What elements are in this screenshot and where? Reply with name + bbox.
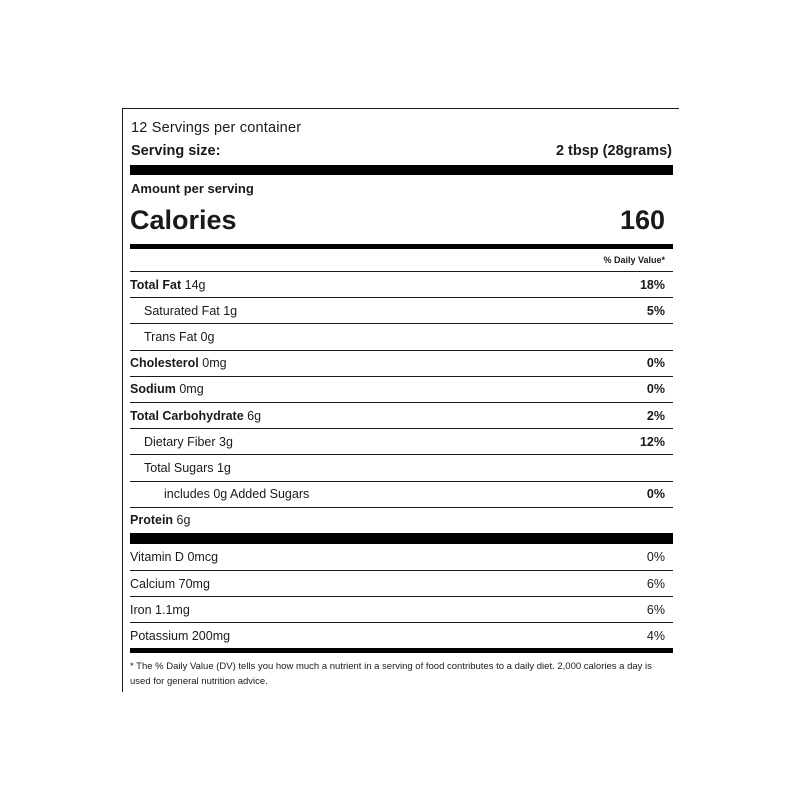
nutrient-amount: 6g [247,408,262,423]
vitamin-name [130,577,210,591]
nutrition-facts-label [122,108,679,692]
vitamin-daily-value: 4% [646,628,665,643]
nutrient-daily-value: 0% [646,356,665,371]
nutrient-name [130,435,233,449]
calories-value: 160 [619,205,665,235]
nutrient-label: Dietary Fiber [144,434,216,449]
nutrient-label: Total Fat [130,277,182,292]
serving-size-value: 2 tbsp (28grams) [555,143,672,159]
nutrient-label: Protein [130,513,174,528]
vitamin-amount: 1.1mg [155,602,190,617]
nutrient-amount: 1g [223,303,238,318]
footnote: * The % Daily Value (DV) tells you how much a nutrient in a serving of food contributes to a daily diet. 2,000 calories a day is used for general nutrition advice. [130,661,652,687]
nutrient-daily-value: 0% [646,382,665,397]
vitamin-label: Potassium [130,628,189,643]
vitamin-amount: 70mg [178,576,210,591]
nutrient-row [130,481,673,507]
nutrient-amount: 0g [200,329,215,344]
amount-per-serving: Amount per serving [131,181,254,196]
daily-value-header: % Daily Value* [603,255,665,265]
bottom-divider [130,648,673,653]
vitamin-daily-value: 0% [646,550,665,564]
vitamin-label: Vitamin D [130,550,184,564]
nutrient-row [130,323,673,349]
vitamin-row [130,622,673,648]
nutrient-label: includes 0g Added Sugars [164,487,310,502]
nutrient-name [130,409,261,423]
nutrient-label: Total Sugars [144,460,214,475]
nutrient-name [130,487,309,501]
nutrient-daily-value: 18% [639,277,665,292]
nutrient-row [130,376,673,402]
nutrient-name [130,330,214,344]
medium-divider [130,244,673,249]
nutrient-name [130,461,231,475]
nutrient-daily-value: 12% [639,434,665,449]
vitamin-name [130,550,218,564]
nutrient-label: Saturated Fat [144,303,220,318]
serving-size-row [131,143,672,159]
calories-row [130,205,665,236]
nutrient-daily-value: 5% [646,303,665,318]
vitamin-row [130,544,673,570]
nutrient-amount: 3g [219,434,233,449]
calories-label: Calories [130,205,237,235]
vitamin-name [130,603,190,617]
vitamin-row [130,596,673,622]
servings-per-container: 12 Servings per container [131,120,302,136]
vitamin-label: Iron [130,602,152,617]
vitamin-amount: 0mcg [187,550,219,564]
nutrient-name [130,513,190,527]
nutrient-name [130,304,237,318]
nutrient-row [130,428,673,454]
nutrient-row [130,350,673,376]
nutrient-label: Cholesterol [130,356,199,371]
nutrient-amount: 0mg [202,356,227,371]
vitamin-label: Calcium [130,576,176,591]
nutrient-row [130,402,673,428]
nutrient-name [130,356,227,370]
thick-divider-vitamins [130,533,673,544]
nutrient-row [130,271,673,297]
nutrient-name [130,382,204,396]
nutrient-amount: 0mg [179,382,204,397]
vitamin-amount: 200mg [191,628,231,643]
nutrient-label: Sodium [130,382,176,397]
vitamin-name [130,629,230,643]
serving-size-label: Serving size: [131,143,221,159]
nutrient-row [130,507,673,533]
nutrient-row [130,297,673,323]
nutrient-label: Total Carbohydrate [130,408,244,423]
thick-divider [130,165,673,175]
vitamin-daily-value: 6% [646,602,665,617]
nutrient-daily-value: 2% [646,408,665,423]
vitamin-row [130,570,673,596]
nutrient-daily-value: 0% [646,487,665,502]
nutrient-row [130,454,673,480]
nutrient-amount: 6g [176,513,191,528]
nutrient-amount: 14g [184,277,206,292]
vitamin-daily-value: 6% [646,576,665,591]
nutrient-amount: 1g [216,460,231,475]
nutrient-label: Trans Fat [144,329,198,344]
nutrient-name [130,278,206,292]
